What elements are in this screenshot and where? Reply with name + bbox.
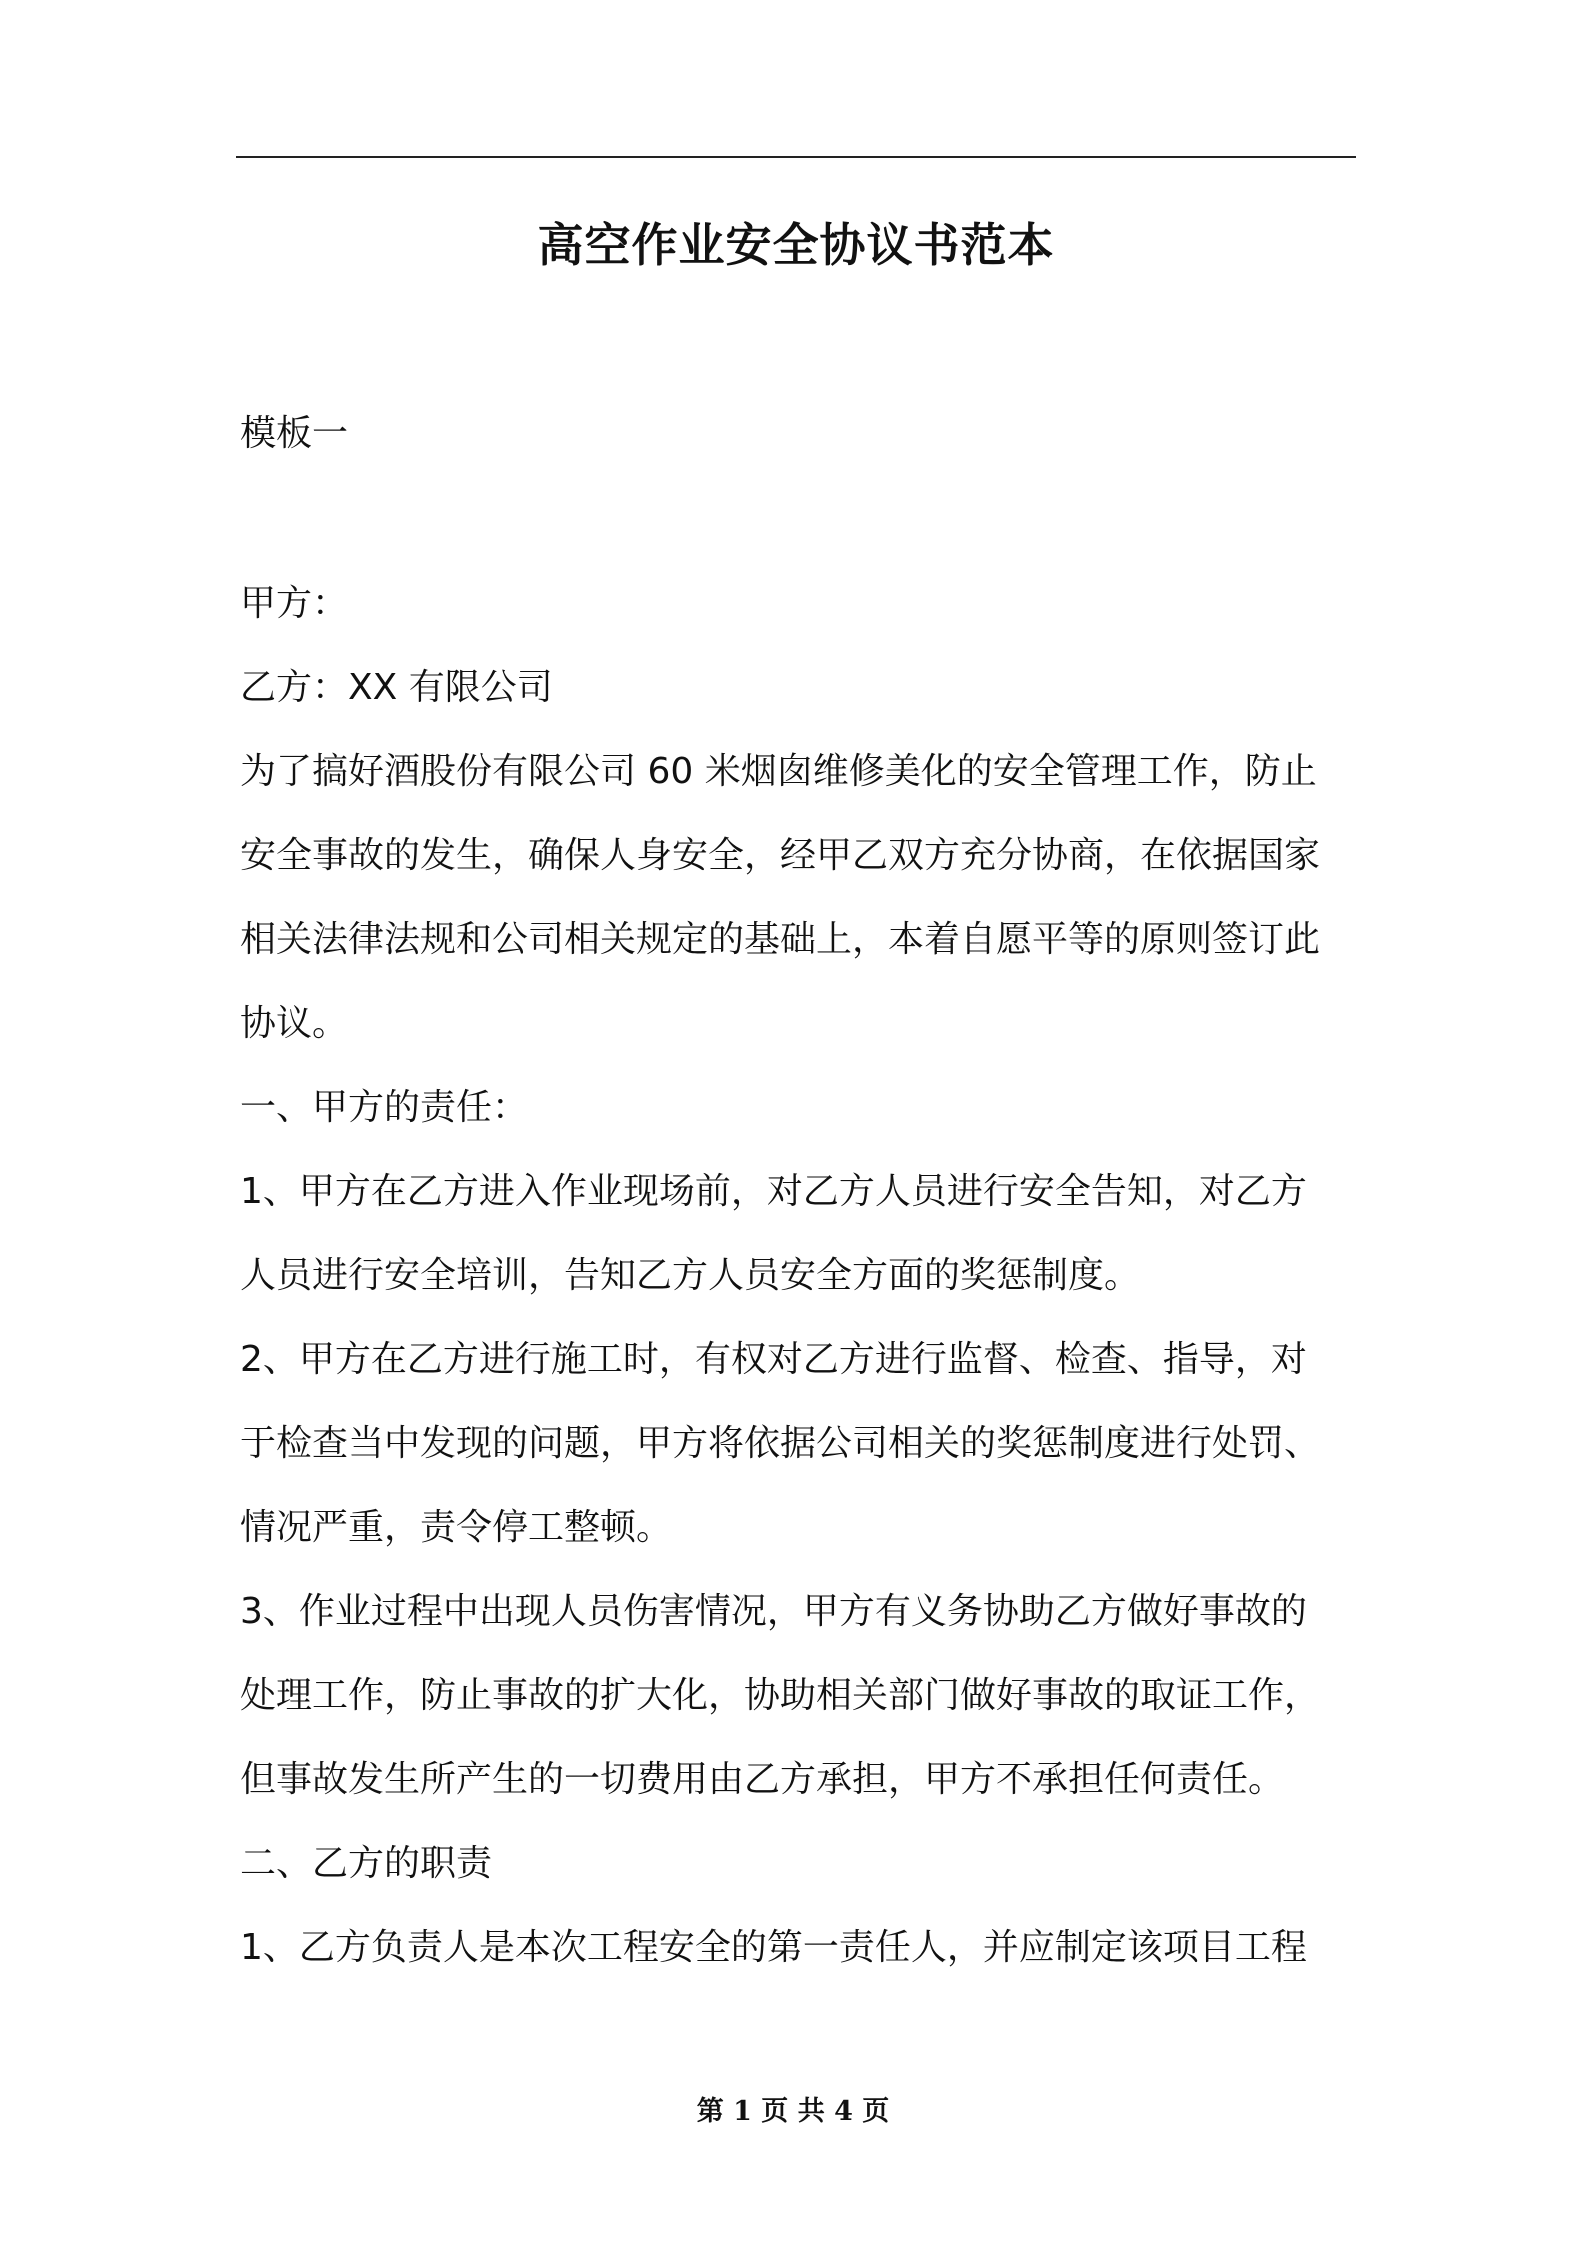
header-rule — [236, 156, 1356, 158]
paragraph-line: 情况严重，责令停工整顿。 — [240, 1507, 673, 1548]
paragraph-line: 安全事故的发生，确保人身安全，经甲乙双方充分协商，在依据国家 — [240, 835, 1321, 876]
paragraph-line: 但事故发生所产生的一切费用由乙方承担，甲方不承担任何责任。 — [240, 1759, 1285, 1800]
paragraph-line: 相关法律法规和公司相关规定的基础上，本着自愿平等的原则签订此 — [240, 919, 1321, 960]
paragraph-line: 处理工作，防止事故的扩大化，协助相关部门做好事故的取证工作， — [240, 1675, 1321, 1716]
paragraph-line: 人员进行安全培训，告知乙方人员安全方面的奖惩制度。 — [240, 1255, 1141, 1296]
party-b-line: 乙方：XX 有限公司 — [240, 667, 553, 708]
paragraph-line: 2、甲方在乙方进行施工时，有权对乙方进行监督、检查、指导，对 — [240, 1339, 1307, 1380]
section-heading: 一、甲方的责任： — [240, 1087, 529, 1128]
section-heading: 二、乙方的职责 — [240, 1843, 493, 1884]
page-number: 第 1 页 共 4 页 — [696, 2096, 890, 2127]
section-label: 模板一 — [240, 413, 349, 454]
paragraph-line: 1、乙方负责人是本次工程安全的第一责任人，并应制定该项目工程 — [240, 1927, 1307, 1968]
paragraph-line: 协议。 — [240, 1003, 349, 1044]
paragraph-line: 于检查当中发现的问题，甲方将依据公司相关的奖惩制度进行处罚、 — [240, 1423, 1321, 1464]
paragraph-line: 为了搞好酒股份有限公司 60 米烟囱维修美化的安全管理工作，防止 — [240, 751, 1317, 792]
paragraph-line: 3、作业过程中出现人员伤害情况，甲方有义务协助乙方做好事故的 — [240, 1591, 1307, 1632]
party-a-line: 甲方： — [240, 583, 349, 624]
paragraph-line: 1、甲方在乙方进入作业现场前，对乙方人员进行安全告知，对乙方 — [240, 1171, 1307, 1212]
document-title: 高空作业安全协议书范本 — [537, 218, 1055, 272]
